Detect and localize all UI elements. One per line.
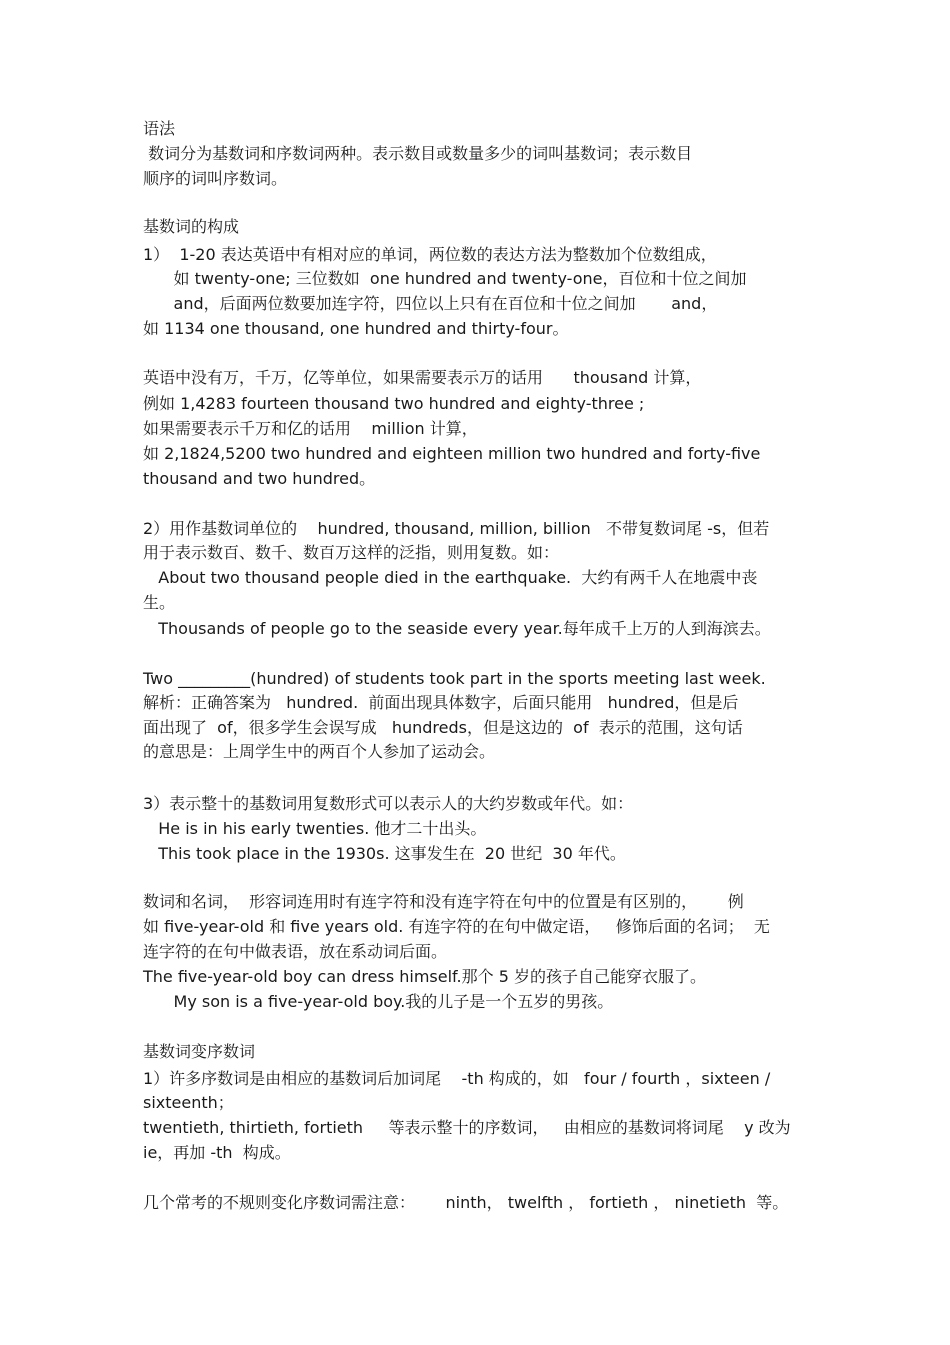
text-line: 数词分为基数词和序数词两种。表示数目或数量多少的词叫基数词；表示数目	[143, 144, 693, 163]
text-line: 几个常考的不规则变化序数词需注意： ninth， twelfth ， fortieth ， ninetieth 等。	[143, 1193, 789, 1212]
example-sentence: He is in his early twenties. 他才二十出头。	[143, 819, 487, 838]
example-sentence: Thousands of people go to the seaside every year.每年成千上万的人到海滨去。	[143, 619, 771, 638]
section-heading-cardinal-formation: 基数词的构成	[143, 217, 240, 236]
example-sentence: About two thousand people died in the earthquake. 大约有两千人在地震中丧	[143, 568, 758, 587]
text-line: 如 2,1824,5200 two hundred and eighteen million two hundred and forty-five	[143, 444, 761, 463]
text-line: 的意思是：上周学生中的两百个人参加了运动会。	[143, 742, 496, 761]
text-line: 数词和名词， 形容词连用时有连字符和没有连字符在句中的位置是有区别的， 例	[143, 892, 744, 911]
text-line: 1）许多序数词是由相应的基数词后加词尾 -th 构成的，如 four / fourth ，sixteen /	[143, 1069, 771, 1088]
text-line: 如果需要表示千万和亿的话用 million 计算，	[143, 419, 478, 438]
text-line: ie，再加 -th 构成。	[143, 1143, 291, 1162]
text-line: 2）用作基数词单位的 hundred, thousand, million, billion 不带复数词尾 -s，但若	[143, 519, 770, 538]
text-line: 顺序的词叫序数词。	[143, 169, 288, 188]
text-line: 英语中没有万，千万，亿等单位，如果需要表示万的话用 thousand 计算，	[143, 368, 702, 387]
text-line: 解析：正确答案为 hundred. 前面出现具体数字，后面只能用 hundred，但是后	[143, 693, 739, 712]
text-line: 面出现了 of，很多学生会误写成 hundreds，但是这边的 of 表示的范围，这句话	[143, 718, 743, 737]
text-line: 3）表示整十的基数词用复数形式可以表示人的大约岁数或年代。如：	[143, 794, 634, 813]
text-line: and，后面两位数要加连字符，四位以上只有在百位和十位之间加 and，	[143, 294, 718, 313]
text-line: 如 five-year-old 和 five years old. 有连字符的在句中做定语， 修饰后面的名词； 无	[143, 917, 770, 936]
text-line: 1） 1-20 表达英语中有相对应的单词，两位数的表达方法为整数加个位数组成，	[143, 245, 717, 264]
example-sentence: This took place in the 1930s. 这事发生在 20 世纪 30 年代。	[143, 844, 626, 863]
text-line: sixteenth；	[143, 1093, 234, 1112]
example-sentence: The five-year-old boy can dress himself.那个 5 岁的孩子自己能穿衣服了。	[143, 967, 706, 986]
text-line: 如 twenty-one; 三位数如 one hundred and twenty-one，百位和十位之间加	[143, 269, 747, 288]
example-sentence: My son is a five-year-old boy.我的儿子是一个五岁的男孩。	[143, 992, 614, 1011]
section-title-grammar: 语法	[143, 119, 176, 138]
text-line: 连字符的在句中做表语，放在系动词后面。	[143, 942, 448, 961]
text-line: 生。	[143, 593, 176, 612]
text-line: 如 1134 one thousand, one hundred and thirty-four。	[143, 319, 569, 338]
exercise-question: Two _________(hundred) of students took part in the sports meeting last week.	[143, 669, 766, 688]
section-heading-ordinal: 基数词变序数词	[143, 1042, 256, 1061]
text-line: 用于表示数百、数千、数百万这样的泛指，则用复数。如：	[143, 543, 560, 562]
text-line: thousand and two hundred。	[143, 469, 376, 488]
text-line: twentieth, thirtieth, fortieth 等表示整十的序数词， 由相应的基数词将词尾 y 改为	[143, 1118, 791, 1137]
text-line: 例如 1,4283 fourteen thousand two hundred and eighty-three ;	[143, 394, 645, 413]
